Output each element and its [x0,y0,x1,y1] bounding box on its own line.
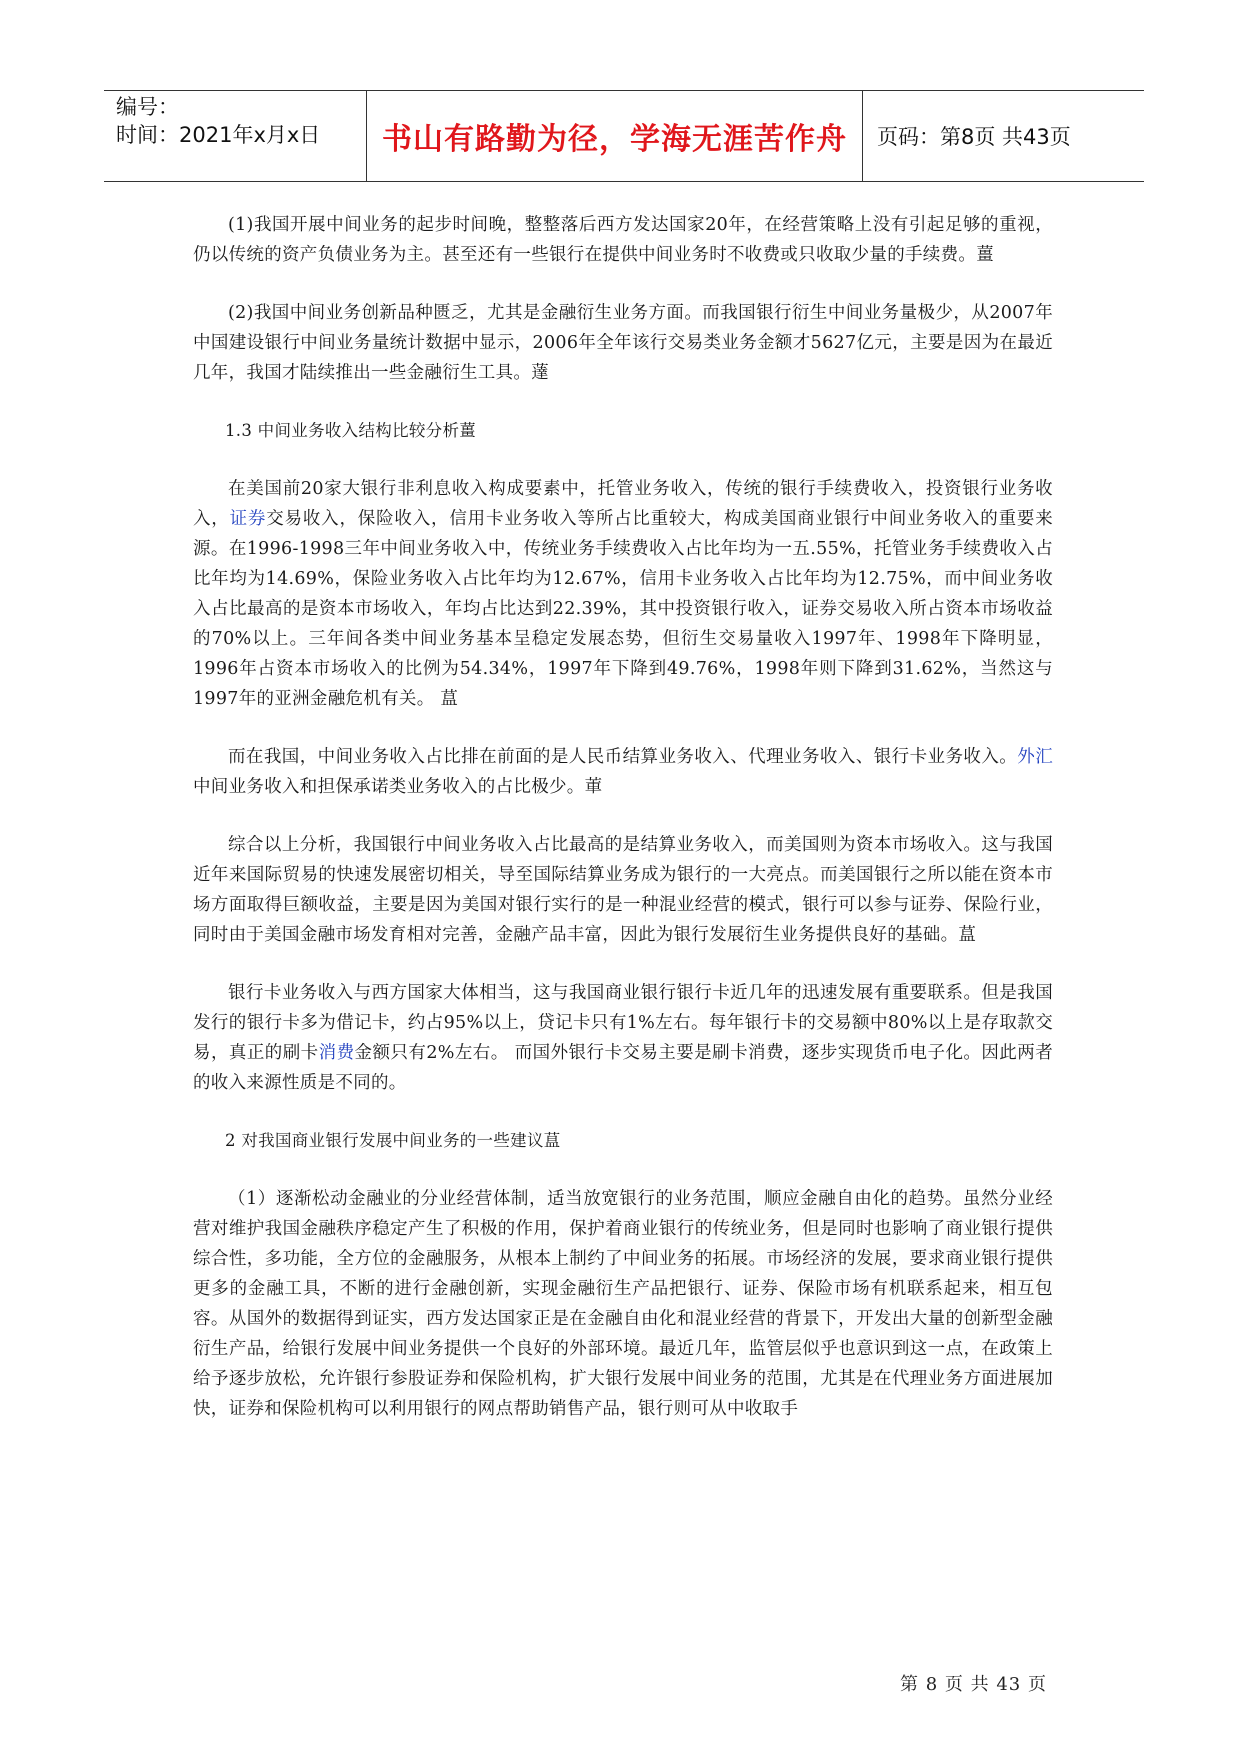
consumption-link[interactable]: 消费 [318,1043,355,1063]
paragraph-4-text-b: 交易收入，保险收入，信用卡业务收入等所占比重较大，构成美国商业银行中间业务收入的重要来源。在1996-1998三年中间业务收入中，传统业务手续费收入占比年均为一五.55%，托管业务手续费收入占比年均为14.69%，保险业务收入占比年均为12.67%，信用卡业务收入占比年均为12.75%，而中间业务收入占比最高的是资本市场收入，年均占比达到22.39%，其中投资银行收入，证券交易收入所占资本市场收益的70%以上。三年间各类中间业务基本呈稳定发展态势，但衍生交易量收入1997年、1998年下降明显，1996年占资本市场收入的比例为54.34%，1997年下降到49.76%，1998年则下降到31.62%，当然这与1997年的亚洲金融危机有关。 蒀 [193,509,1053,709]
paragraph-6: 综合以上分析，我国银行中间业务收入占比最高的是结算业务收入，而美国则为资本市场收入。这与我国近年来国际贸易的快速发展密切相关，导至国际结算业务成为银行的一大亮点。而美国银行之所以能在资本市场方面取得巨额收益，主要是因为美国对银行实行的是一种混业经营的模式，银行可以参与证券、保险行业，同时由于美国金融市场发育相对完善，金融产品丰富，因此为银行发展衍生业务提供良好的基础。蒀 [193,835,1053,945]
paragraph-7-text-a: 银行卡业务收入与西方国家大体相当，这与我国商业银行银行卡近几年的迅速发展有重要联系。但是我国发行的银行卡多为借记卡，约占95%以上，贷记卡只有1%左右。每年银行卡的交易额中80%以上是存取款交易，真正的刷卡 [193,983,1053,1063]
paragraph-2: (2)我国中间业务创新品种匮乏，尤其是金融衍生业务方面。而我国银行衍生中间业务量极少，从2007年中国建设银行中间业务量统计数据中显示，2006年全年该行交易类业务金额才5627亿元，主要是因为在最近几年，我国才陆续推出一些金融衍生工具。薘 [193,303,1053,383]
document-time-label: 时间：2021年x月x日 [116,123,321,147]
paragraph-4 [193,474,1053,714]
paragraph-7-text-b: 金额只有2%左右。 而国外银行卡交易主要是刷卡消费，逐步实现货币电子化。因此两者的收入来源性质是不同的。 [193,1043,1053,1093]
document-body [193,210,1053,1452]
paragraph-7 [193,978,1053,1098]
section-heading-1-3: 1.3 中间业务收入结构比较分析薑 [225,421,477,440]
page-footer: 第 8 页 共 43 页 [900,1674,1047,1695]
paragraph-5-text-a: 而在我国，中间业务收入占比排在前面的是人民币结算业务收入、代理业务收入、银行卡业务收入。 [228,747,1018,767]
section-heading-2: 2 对我国商业银行发展中间业务的一些建议蒀 [225,1131,561,1150]
document-number-label: 编号： [116,95,179,119]
securities-link[interactable]: 证券 [229,509,267,529]
paragraph-9: （1）逐渐松动金融业的分业经营体制，适当放宽银行的业务范围，顺应金融自由化的趋势。虽然分业经营对维护我国金融秩序稳定产生了积极的作用，保护着商业银行的传统业务，但是同时也影响了商业银行提供综合性，多功能，全方位的金融服务，从根本上制约了中间业务的拓展。市场经济的发展，要求商业银行提供更多的金融工具，不断的进行金融创新，实现金融衍生产品把银行、证券、保险市场有机联系起来，相互包容。从国外的数据得到证实，西方发达国家正是在金融自由化和混业经营的背景下，开发出大量的创新型金融衍生产品，给银行发展中间业务提供一个良好的外部环境。最近几年，监管层似乎也意识到这一点，在政策上给予逐步放松，允许银行参股证券和保险机构，扩大银行发展中间业务的范围，尤其是在代理业务方面进展加快，证券和保险机构可以利用银行的网点帮助销售产品，银行则可从中收取手 [193,1189,1053,1419]
paragraph-5-text-b: 中间业务收入和担保承诺类业务收入的占比极少。莗 [193,777,603,797]
forex-link[interactable]: 外汇 [1017,747,1053,767]
paragraph-5 [193,742,1053,802]
page-header [104,90,1144,182]
header-meta [104,91,367,181]
paragraph-4-text-a: 在美国前20家大银行非利息收入构成要素中，托管业务收入，传统的银行手续费收入，投资银行业务收入， [193,479,1053,529]
header-page-label: 页码：第8页 共43页 [877,125,1071,149]
paragraph-1: (1)我国开展中间业务的起步时间晚，整整落后西方发达国家20年，在经营策略上没有引起足够的重视，仍以传统的资产负债业务为主。甚至还有一些银行在提供中间业务时不收费或只收取少量的手续费。薑 [193,215,1053,265]
header-motto: 书山有路勤为径，学海无涯苦作舟 [367,91,863,181]
